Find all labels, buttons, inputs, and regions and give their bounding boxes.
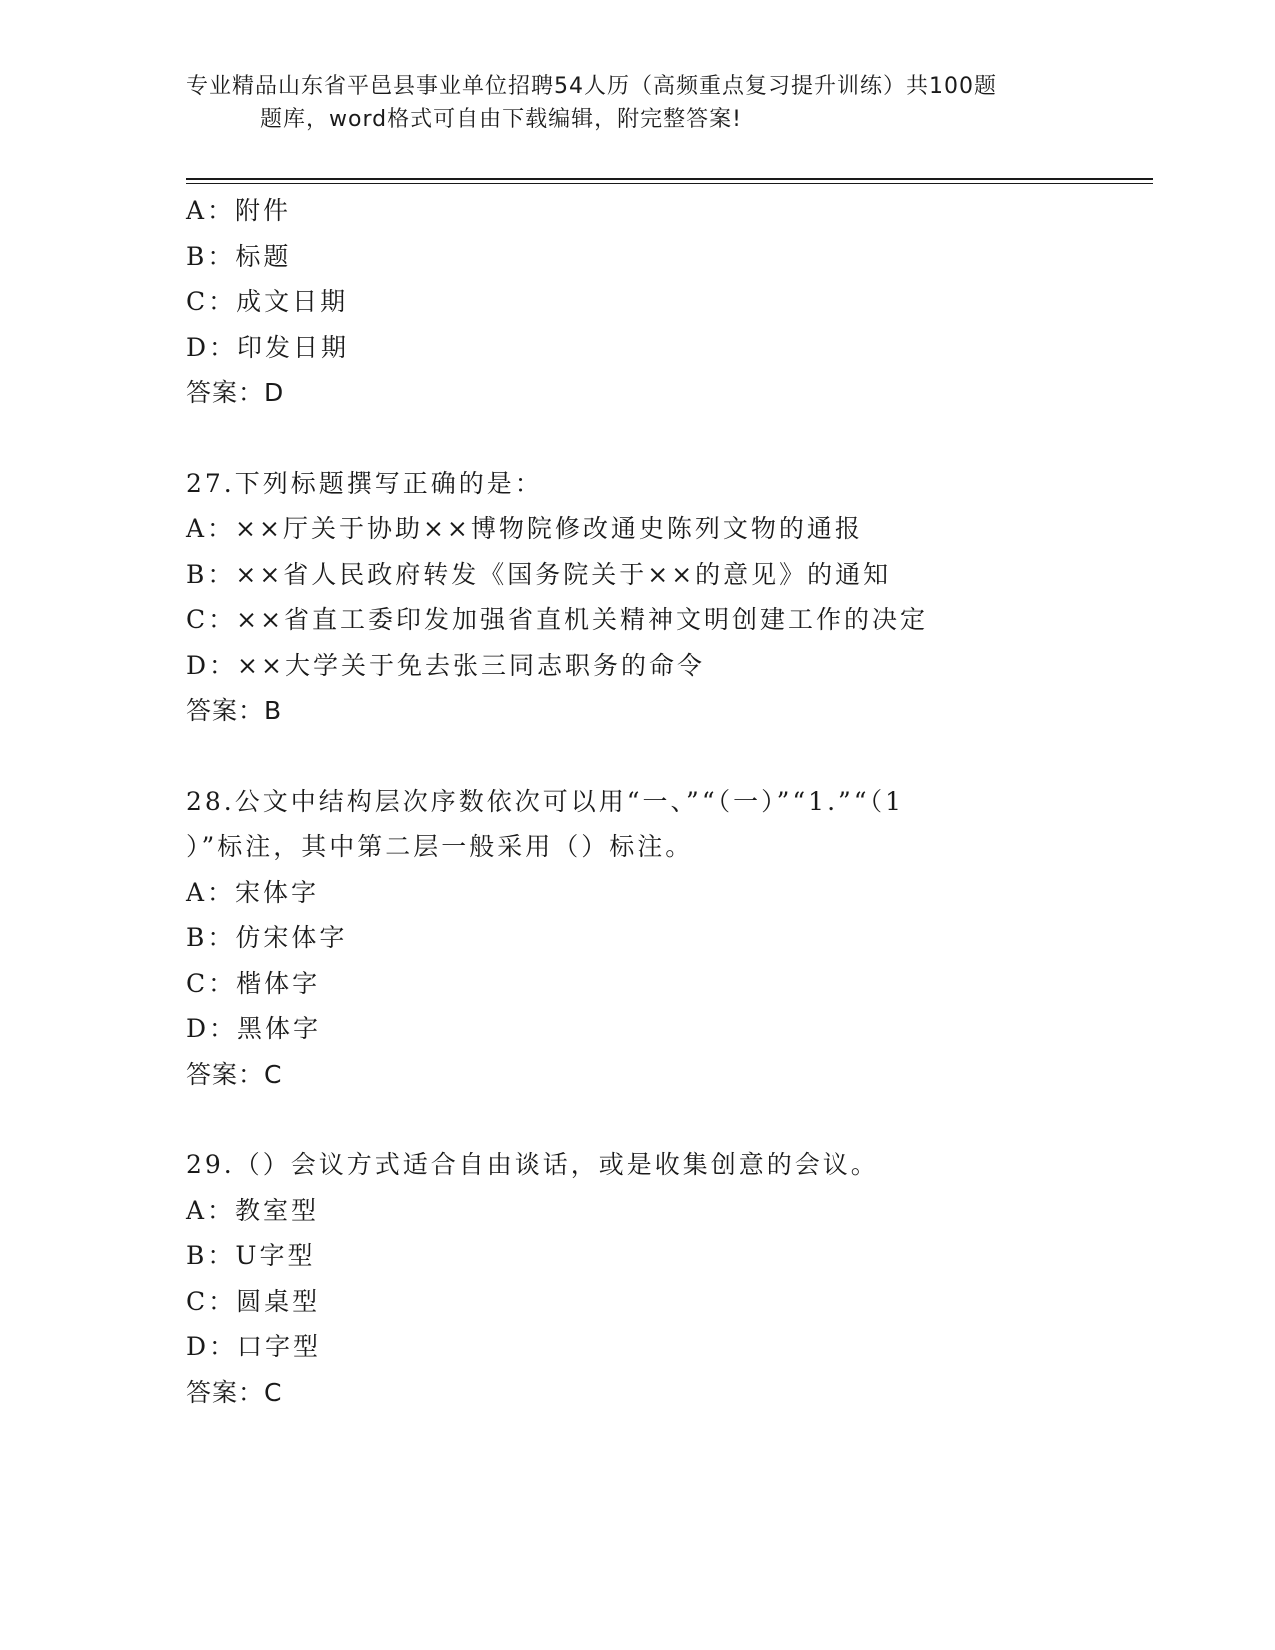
option-d: D：××大学关于免去张三同志职务的命令 — [186, 650, 705, 680]
document-header — [186, 70, 1086, 136]
question-stem: 27.下列标题撰写正确的是： — [186, 468, 543, 498]
option-d: D：黑体字 — [186, 1014, 322, 1043]
question-list — [186, 188, 1086, 1415]
document-title-line-2: 题库，word格式可自由下载编辑，附完整答案! — [260, 107, 742, 132]
answer-line: 答案：C — [186, 1059, 283, 1089]
option-b: B：标题 — [186, 241, 292, 271]
option-d: D：口字型 — [186, 1332, 322, 1361]
option-b: B：××省人民政府转发《国务院关于××的意见》的通知 — [186, 559, 892, 589]
question-stem-line-2: ）”标注，其中第二层一般采用（）标注。 — [186, 832, 694, 861]
option-d: D：印发日期 — [186, 332, 350, 362]
answer-line: 答案：D — [186, 378, 285, 407]
option-c: C：圆桌型 — [186, 1286, 321, 1316]
answer-line: 答案：B — [186, 696, 283, 725]
option-a: A：教室型 — [186, 1195, 320, 1225]
question-stem-line-1: 28.公文中结构层次序数依次可以用“一、”“（一）”“1.”“（1 — [186, 786, 904, 816]
option-c: C：成文日期 — [186, 287, 349, 316]
answer-line: 答案：C — [186, 1377, 283, 1407]
option-a: A：附件 — [186, 196, 292, 225]
option-b: B：仿宋体字 — [186, 923, 348, 952]
header-divider-thick — [186, 178, 1153, 180]
question-stem: 29.（）会议方式适合自由谈话，或是收集创意的会议。 — [186, 1150, 879, 1179]
option-a: A：宋体字 — [186, 877, 320, 907]
option-a: A：××厅关于协助××博物院修改通史陈列文物的通报 — [186, 514, 863, 543]
option-b: B：U字型 — [186, 1241, 316, 1270]
question-spacer — [186, 1097, 1086, 1142]
option-c: C：楷体字 — [186, 968, 321, 998]
header-divider-thin — [186, 183, 1153, 184]
question-spacer — [186, 734, 1086, 779]
question-block-29 — [186, 1142, 1086, 1415]
question-block-26 — [186, 188, 1086, 416]
question-block-27 — [186, 461, 1086, 734]
question-spacer — [186, 416, 1086, 461]
document-title-line-1: 专业精品山东省平邑县事业单位招聘54人历（高频重点复习提升训练）共100题 — [186, 74, 997, 99]
question-block-28 — [186, 779, 1086, 1098]
option-c: C：××省直工委印发加强省直机关精神文明创建工作的决定 — [186, 605, 929, 634]
